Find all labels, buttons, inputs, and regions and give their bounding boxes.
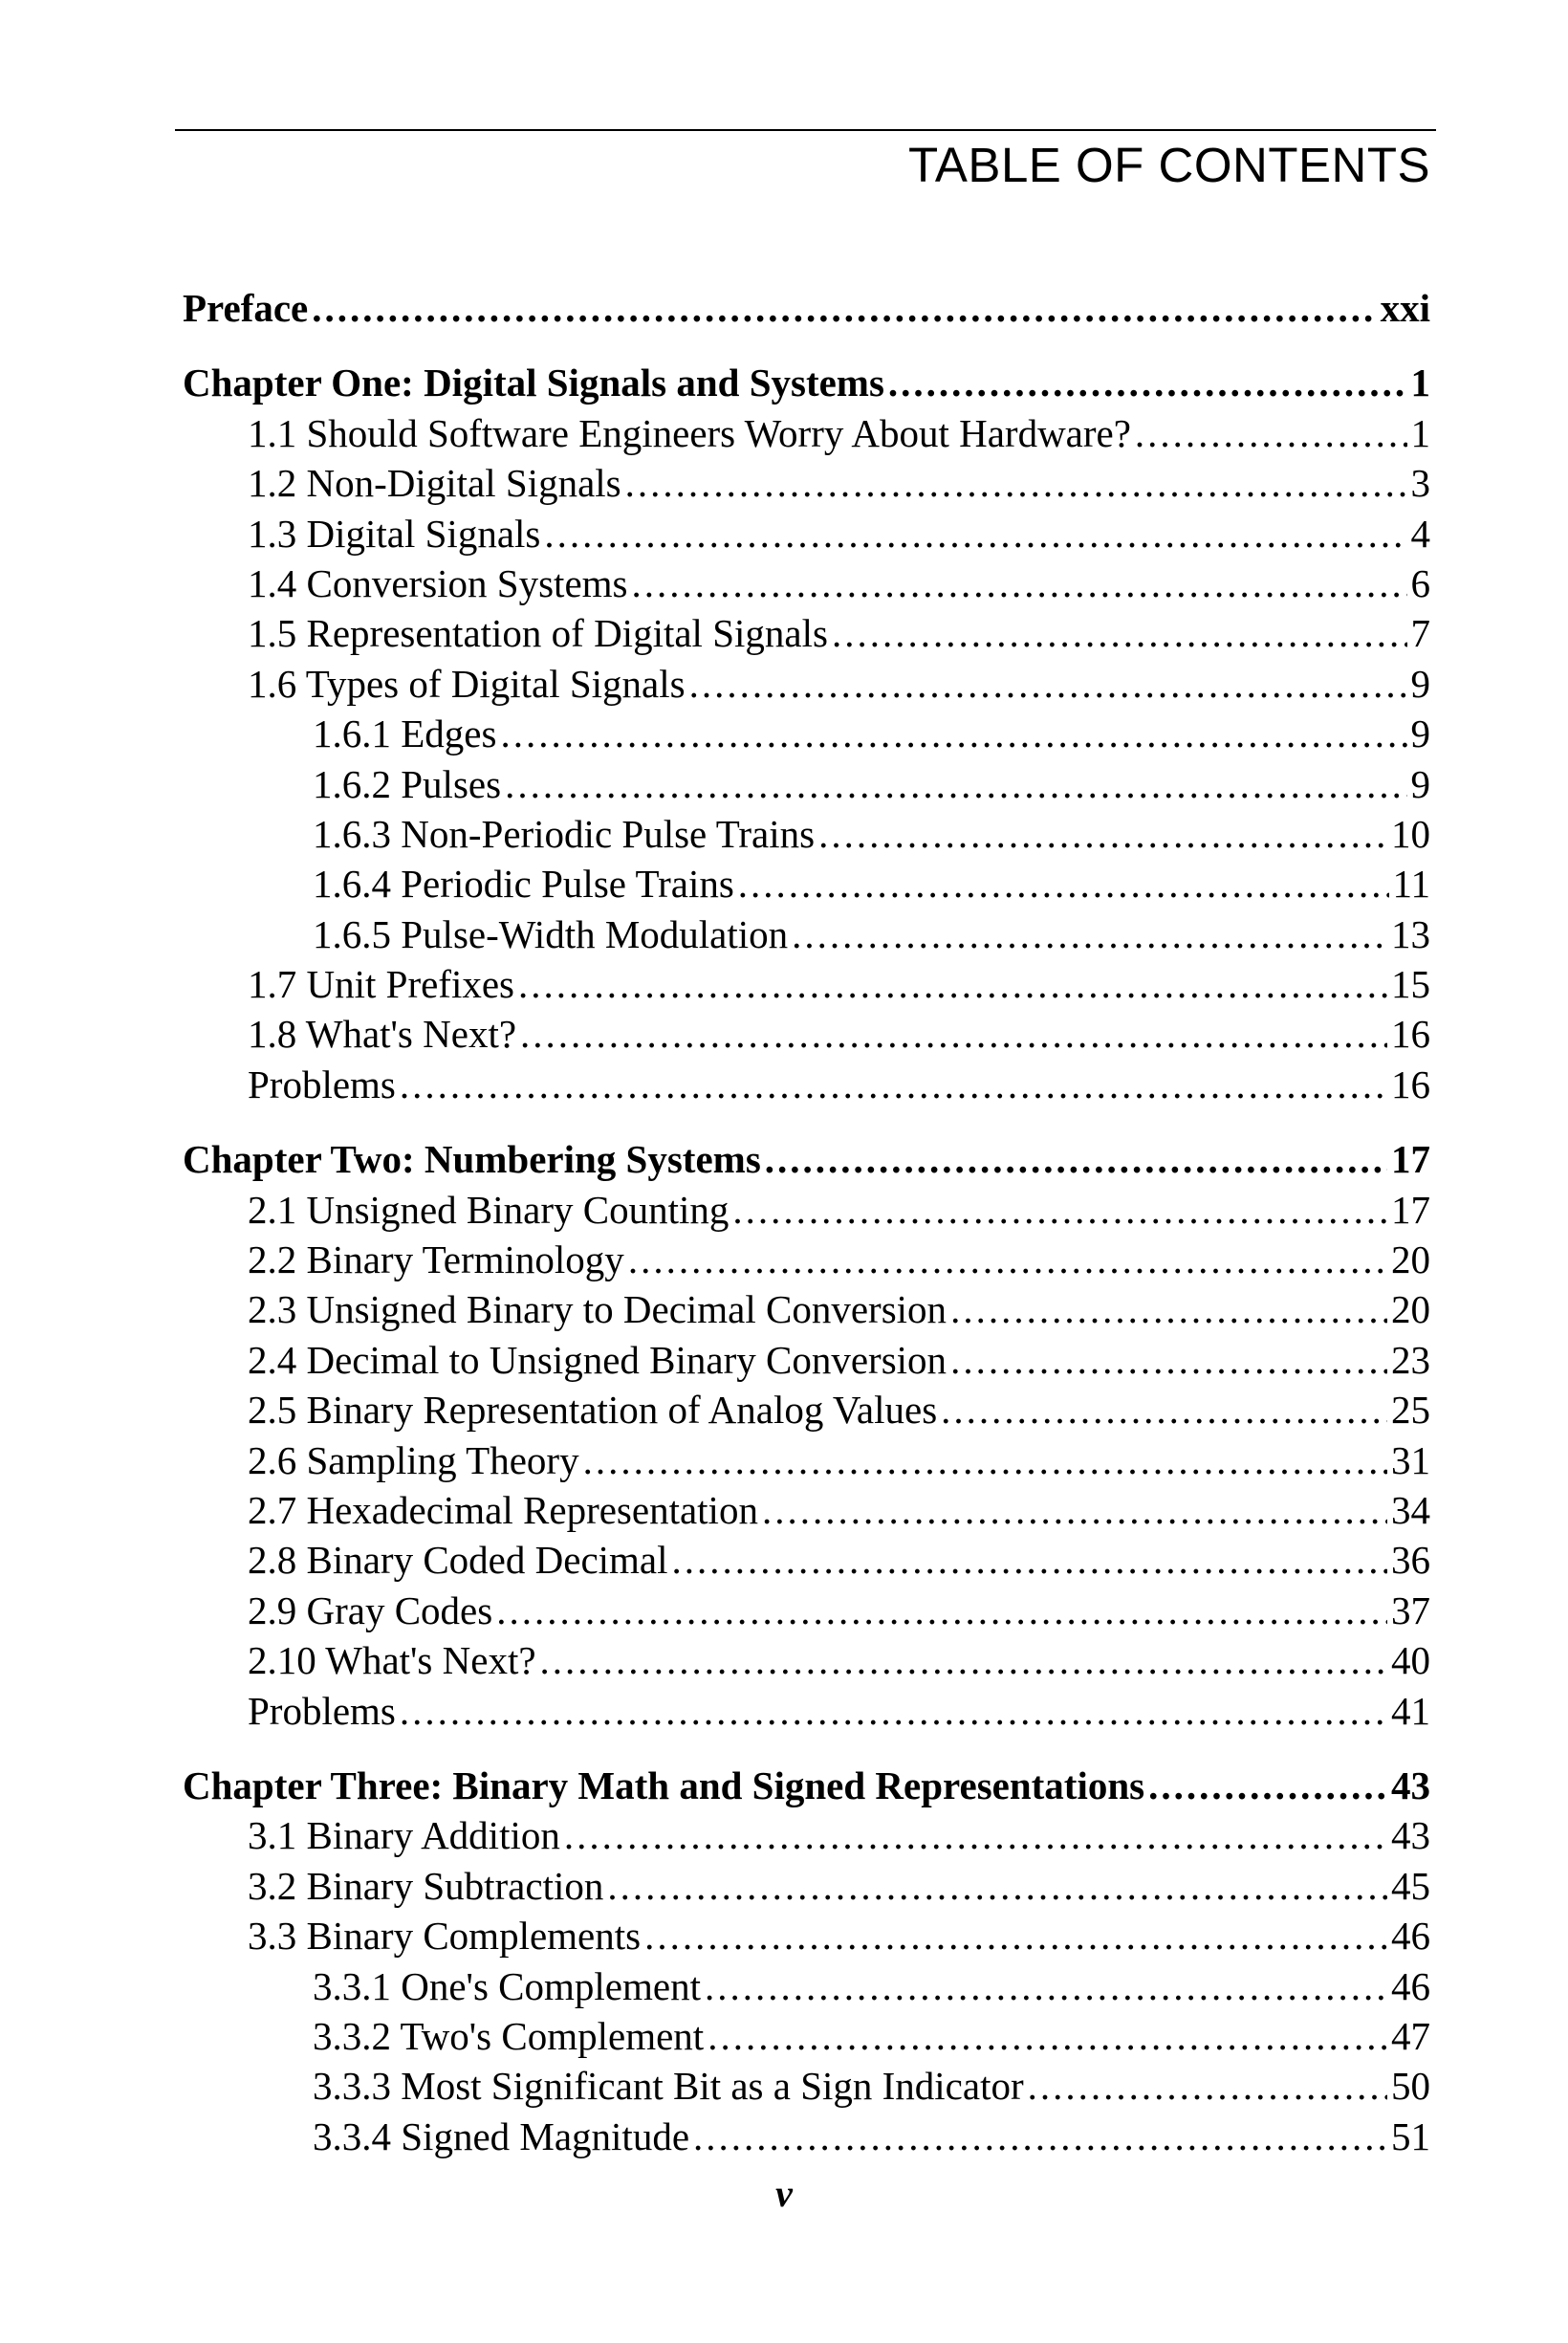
toc-entry-title: 2.9 Gray Codes	[248, 1588, 493, 1632]
toc-page-number: 9	[1410, 712, 1430, 756]
toc-entry-title: Chapter Three: Binary Math and Signed Representations	[183, 1763, 1145, 1807]
toc-chapter-entry	[183, 358, 1430, 407]
toc-section-entry	[183, 1335, 1430, 1385]
toc-section-entry	[183, 1435, 1430, 1485]
toc-entry-title: 3.3.1 One's Complement	[313, 1963, 701, 2008]
toc-section-entry	[183, 1284, 1430, 1334]
dot-leader	[520, 1009, 1387, 1059]
toc-section-entry	[183, 509, 1430, 558]
toc-page-number: 9	[1410, 761, 1430, 806]
toc-page-number: 41	[1391, 1688, 1430, 1733]
toc-page-number: 46	[1391, 1963, 1430, 2008]
toc-page-number: 25	[1391, 1388, 1430, 1433]
toc-section-entry	[183, 1535, 1430, 1585]
dot-leader	[496, 1586, 1387, 1635]
dot-leader	[505, 759, 1406, 809]
toc-page-number: 16	[1391, 1012, 1430, 1057]
toc-page-number: 1	[1410, 361, 1430, 405]
toc-section-entry	[183, 408, 1430, 458]
toc-entry-title: 2.4 Decimal to Unsigned Binary Conversion	[248, 1337, 947, 1382]
toc-entry-title: 1.6.3 Non-Periodic Pulse Trains	[313, 811, 816, 856]
toc-page-number: 34	[1391, 1487, 1430, 1532]
dot-leader	[732, 1185, 1387, 1235]
dot-leader	[400, 1060, 1387, 1109]
toc-section-entry	[183, 709, 1430, 758]
dot-leader	[765, 1134, 1387, 1184]
toc-page-number: 16	[1391, 1062, 1430, 1106]
toc-page-number: 13	[1391, 911, 1430, 956]
toc-section-entry	[183, 1060, 1430, 1109]
toc-page-number: 20	[1391, 1287, 1430, 1332]
toc-page-number: 4	[1410, 511, 1430, 556]
toc-section-entry	[183, 1385, 1430, 1434]
toc-page-number: 20	[1391, 1237, 1430, 1282]
toc-page-number: xxi	[1380, 286, 1430, 330]
toc-page-number: 6	[1410, 560, 1430, 605]
toc-entry-title: 3.3 Binary Complements	[248, 1914, 642, 1959]
toc-section-entry	[183, 1185, 1430, 1235]
toc-page-number: 10	[1391, 811, 1430, 856]
toc-section-entry	[183, 959, 1430, 1009]
toc-entry-title: 2.7 Hexadecimal Representation	[248, 1487, 758, 1532]
toc-page-number: 9	[1410, 661, 1430, 706]
toc-section-entry	[183, 558, 1430, 608]
toc-entry-title: 1.4 Conversion Systems	[248, 560, 628, 605]
page-title: TABLE OF CONTENTS	[908, 138, 1430, 192]
toc-entry-title: 1.1 Should Software Engineers Worry About Hardware?	[248, 410, 1131, 455]
toc-chapter-entry	[183, 1134, 1430, 1184]
toc-entry-title: 2.10 What's Next?	[248, 1638, 536, 1683]
toc-entry-title: Chapter Two: Numbering Systems	[183, 1137, 761, 1182]
toc-section-entry	[183, 659, 1430, 709]
table-of-contents	[183, 283, 1430, 2161]
toc-section-entry	[183, 2011, 1430, 2061]
dot-leader	[644, 1911, 1387, 1960]
toc-section-entry	[183, 809, 1430, 859]
dot-leader	[564, 1810, 1387, 1860]
toc-entry-title: 3.3.2 Two's Complement	[313, 2013, 705, 2058]
toc-entry-title: 2.1 Unsigned Binary Counting	[248, 1187, 730, 1232]
dot-leader	[544, 509, 1406, 558]
toc-entry-title: 1.6.1 Edges	[313, 712, 497, 756]
page-number: v	[775, 2172, 793, 2215]
toc-page-number: 36	[1391, 1538, 1430, 1583]
dot-leader	[950, 1335, 1387, 1385]
toc-section-entry	[183, 1485, 1430, 1535]
dot-leader	[950, 1284, 1387, 1334]
dot-leader	[1135, 408, 1407, 458]
dot-leader	[941, 1385, 1387, 1434]
toc-entry-title: 2.6 Sampling Theory	[248, 1437, 579, 1482]
toc-section-entry	[183, 2112, 1430, 2161]
toc-entry-title: Preface	[183, 286, 309, 330]
toc-page-number: 3	[1410, 461, 1430, 506]
toc-section-entry	[183, 759, 1430, 809]
dot-leader	[888, 358, 1407, 407]
toc-section-entry	[183, 1961, 1430, 2011]
header-rule	[175, 129, 1436, 131]
dot-leader	[607, 1861, 1387, 1911]
toc-entry-title: Chapter One: Digital Signals and Systems	[183, 361, 884, 405]
dot-leader	[705, 1961, 1387, 2011]
dot-leader	[762, 1485, 1387, 1535]
toc-entry-title: 1.5 Representation of Digital Signals	[248, 611, 828, 656]
dot-leader	[628, 1235, 1387, 1284]
toc-section-entry	[183, 608, 1430, 658]
toc-section-entry	[183, 1635, 1430, 1685]
dot-leader	[1148, 1761, 1387, 1810]
toc-entry-title: 1.6.5 Pulse-Width Modulation	[313, 911, 789, 956]
toc-section-entry	[183, 1861, 1430, 1911]
toc-page-number: 43	[1391, 1813, 1430, 1858]
toc-section-entry	[183, 859, 1430, 909]
toc-page-number: 17	[1391, 1137, 1430, 1182]
toc-entry-title: 1.8 What's Next?	[248, 1012, 517, 1057]
toc-page-number: 51	[1391, 2113, 1430, 2158]
toc-entry-title: 3.1 Binary Addition	[248, 1813, 560, 1858]
toc-section-entry	[183, 1911, 1430, 1960]
toc-entry-title: 1.6.2 Pulses	[313, 761, 502, 806]
toc-page-number: 45	[1391, 1863, 1430, 1908]
toc-chapter-entry	[183, 283, 1430, 333]
toc-entry-title: Problems	[248, 1688, 396, 1733]
dot-leader	[738, 859, 1389, 909]
dot-leader	[500, 709, 1406, 758]
toc-section-entry	[183, 458, 1430, 508]
toc-entry-title: 1.3 Digital Signals	[248, 511, 541, 556]
toc-entry-title: 3.2 Binary Subtraction	[248, 1863, 604, 1908]
toc-entry-title: 3.3.3 Most Significant Bit as a Sign Indicator	[313, 2064, 1024, 2109]
toc-page-number: 46	[1391, 1914, 1430, 1959]
toc-page-number: 50	[1391, 2064, 1430, 2109]
toc-section-entry	[183, 1586, 1430, 1635]
dot-leader	[518, 959, 1387, 1009]
dot-leader	[792, 909, 1387, 959]
toc-page-number: 7	[1410, 611, 1430, 656]
dot-leader	[693, 2112, 1387, 2161]
toc-section-entry	[183, 2061, 1430, 2111]
toc-page-number: 37	[1391, 1588, 1430, 1632]
toc-page-number: 17	[1391, 1187, 1430, 1232]
toc-entry-title: 1.6.4 Periodic Pulse Trains	[313, 862, 734, 907]
toc-entry-title: 2.2 Binary Terminology	[248, 1237, 624, 1282]
toc-page-number: 23	[1391, 1337, 1430, 1382]
toc-page-number: 40	[1391, 1638, 1430, 1683]
dot-leader	[400, 1686, 1387, 1736]
toc-section-entry	[183, 909, 1430, 959]
toc-entry-title: 2.8 Binary Coded Decimal	[248, 1538, 668, 1583]
dot-leader	[708, 2011, 1387, 2061]
toc-page-number: 11	[1392, 862, 1430, 907]
dot-leader	[818, 809, 1387, 859]
toc-entry-title: 2.5 Binary Representation of Analog Values	[248, 1388, 938, 1433]
toc-entry-title: 1.7 Unit Prefixes	[248, 962, 514, 1007]
dot-leader	[583, 1435, 1387, 1485]
dot-leader	[1028, 2061, 1387, 2111]
toc-page-number: 47	[1391, 2013, 1430, 2058]
dot-leader	[540, 1635, 1387, 1685]
toc-entry-title: 1.6 Types of Digital Signals	[248, 661, 686, 706]
dot-leader	[832, 608, 1407, 658]
toc-chapter-entry	[183, 1761, 1430, 1810]
toc-entry-title: 2.3 Unsigned Binary to Decimal Conversion	[248, 1287, 947, 1332]
toc-entry-title: 1.2 Non-Digital Signals	[248, 461, 621, 506]
dot-leader	[312, 283, 1376, 333]
toc-entry-title: 3.3.4 Signed Magnitude	[313, 2113, 690, 2158]
toc-section-entry	[183, 1235, 1430, 1284]
toc-page-number: 31	[1391, 1437, 1430, 1482]
toc-page-number: 43	[1391, 1763, 1430, 1807]
dot-leader	[625, 458, 1407, 508]
toc-page-number: 1	[1410, 410, 1430, 455]
toc-page-number: 15	[1391, 962, 1430, 1007]
dot-leader	[672, 1535, 1387, 1585]
toc-entry-title: Problems	[248, 1062, 396, 1106]
toc-section-entry	[183, 1686, 1430, 1736]
toc-section-entry	[183, 1810, 1430, 1860]
dot-leader	[632, 558, 1407, 608]
dot-leader	[689, 659, 1407, 709]
toc-section-entry	[183, 1009, 1430, 1059]
